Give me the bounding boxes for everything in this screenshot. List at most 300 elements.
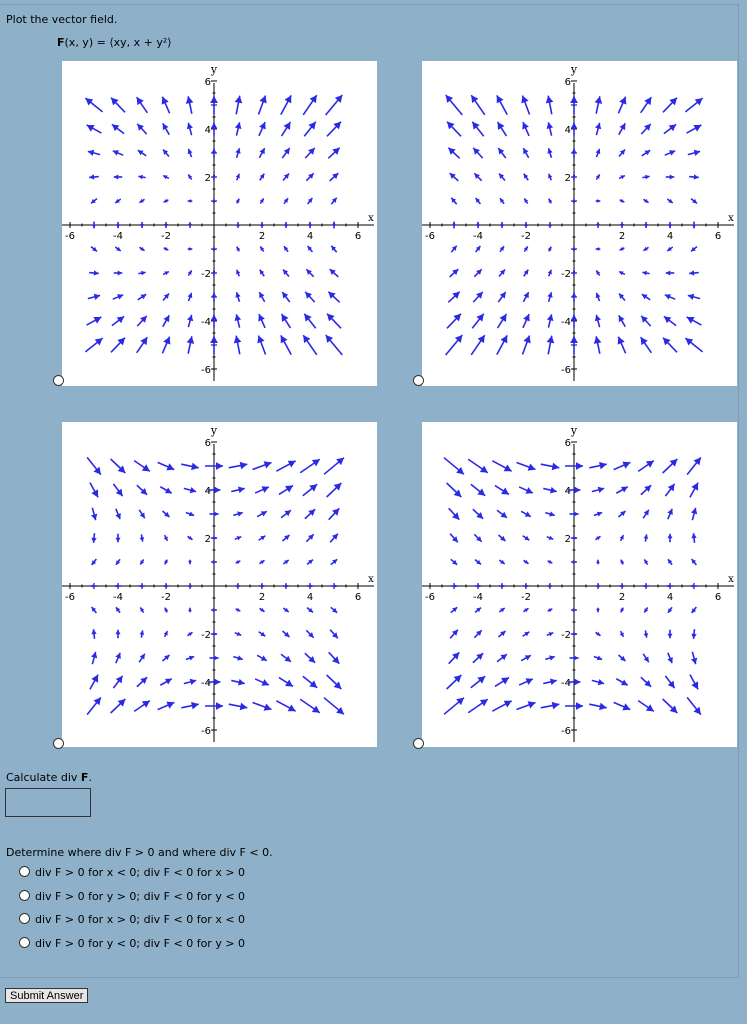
x-tick-label: 2 bbox=[618, 592, 626, 603]
field-arrow bbox=[283, 560, 288, 564]
field-arrow bbox=[165, 608, 169, 613]
field-arrow bbox=[690, 483, 698, 498]
field-arrow bbox=[212, 174, 216, 180]
field-arrow bbox=[545, 511, 554, 516]
field-arrow bbox=[541, 463, 560, 471]
field-arrow bbox=[260, 246, 264, 251]
y-tick-label: -2 bbox=[561, 269, 571, 280]
field-arrow bbox=[327, 314, 341, 329]
field-arrow bbox=[255, 679, 269, 686]
field-arrow bbox=[547, 148, 552, 157]
y-axis-label: y bbox=[570, 424, 578, 437]
field-arrow bbox=[188, 293, 193, 301]
field-arrow bbox=[184, 679, 196, 685]
field-arrow bbox=[284, 222, 288, 228]
field-arrow bbox=[642, 294, 650, 300]
field-arrow bbox=[137, 677, 147, 686]
field-arrow bbox=[229, 703, 248, 711]
field-arrow bbox=[282, 122, 291, 136]
y-tick-label: -6 bbox=[561, 365, 571, 376]
field-arrow bbox=[259, 536, 266, 540]
field-arrow bbox=[116, 222, 120, 228]
div-f-input[interactable] bbox=[5, 788, 91, 817]
field-arrow bbox=[258, 96, 266, 115]
field-arrow bbox=[589, 462, 606, 470]
y-tick-label: -4 bbox=[561, 317, 571, 328]
field-arrow bbox=[188, 174, 192, 179]
field-arrow bbox=[667, 584, 673, 588]
field-arrow bbox=[236, 608, 241, 612]
field-arrow bbox=[450, 630, 458, 639]
field-arrow bbox=[667, 509, 672, 519]
field-arrow bbox=[259, 560, 264, 564]
field-arrow bbox=[668, 222, 672, 228]
field-arrow bbox=[331, 198, 336, 204]
field-arrow bbox=[596, 247, 601, 251]
field-arrow bbox=[471, 335, 485, 355]
field-arrow bbox=[498, 122, 507, 136]
field-arrow bbox=[303, 484, 317, 496]
field-arrow bbox=[231, 679, 244, 686]
field-arrow bbox=[235, 96, 243, 115]
x-tick-label: 4 bbox=[666, 592, 674, 603]
field-arrow bbox=[282, 292, 289, 302]
field-arrow bbox=[523, 292, 528, 302]
field-arrow bbox=[283, 535, 290, 541]
field-arrow bbox=[283, 631, 290, 637]
field-arrow bbox=[326, 335, 343, 355]
field-arrow bbox=[614, 702, 631, 710]
field-arrow bbox=[616, 487, 627, 493]
field-arrow bbox=[691, 247, 697, 252]
field-arrow bbox=[641, 337, 652, 353]
field-arrow bbox=[524, 270, 528, 277]
field-arrow bbox=[687, 697, 701, 714]
field-arrow bbox=[447, 483, 462, 497]
field-arrow bbox=[621, 608, 625, 613]
field-arrow bbox=[259, 122, 266, 136]
field-arrow bbox=[519, 487, 533, 494]
field-arrow bbox=[521, 511, 531, 516]
field-arrow bbox=[137, 97, 148, 113]
field-arrow bbox=[543, 487, 556, 494]
field-arrow bbox=[164, 535, 168, 541]
field-arrow bbox=[468, 459, 488, 473]
field-arrow bbox=[523, 632, 530, 636]
field-arrow bbox=[451, 584, 458, 588]
field-arrow bbox=[500, 222, 504, 228]
field-arrow bbox=[306, 630, 313, 637]
field-arrow bbox=[165, 560, 169, 565]
field-arrow bbox=[305, 292, 314, 302]
field-arrow bbox=[89, 174, 99, 179]
field-arrow bbox=[448, 148, 459, 159]
field-arrow bbox=[592, 679, 604, 685]
field-arrow bbox=[616, 679, 627, 685]
field-arrow bbox=[212, 270, 216, 276]
x-axis-label: x bbox=[368, 574, 374, 585]
plot-a bbox=[62, 61, 377, 386]
field-arrow bbox=[259, 148, 264, 158]
field-arrow bbox=[476, 198, 481, 204]
field-arrow bbox=[260, 198, 264, 203]
field-arrow bbox=[187, 632, 192, 636]
field-arrow bbox=[306, 534, 313, 541]
field-arrow bbox=[163, 584, 168, 588]
field-arrow bbox=[139, 510, 145, 518]
field-formula: F(x, y) = ⟨xy, x + y²⟩ bbox=[57, 36, 172, 49]
field-arrow bbox=[163, 315, 169, 326]
field-arrow bbox=[279, 486, 293, 495]
field-arrow bbox=[492, 701, 511, 711]
field-arrow bbox=[687, 125, 702, 133]
field-arrow bbox=[139, 199, 144, 203]
field-arrow bbox=[257, 511, 267, 516]
field-arrow bbox=[595, 632, 600, 636]
y-axis-label: y bbox=[570, 63, 578, 76]
field-arrow bbox=[134, 461, 150, 472]
field-arrow bbox=[160, 487, 171, 493]
field-arrow bbox=[663, 338, 677, 353]
x-axis-label: x bbox=[368, 213, 374, 224]
field-arrow bbox=[452, 222, 456, 229]
field-arrow bbox=[235, 314, 242, 327]
radio-4[interactable] bbox=[19, 937, 30, 948]
field-arrow bbox=[234, 336, 242, 355]
field-arrow bbox=[596, 270, 600, 275]
field-arrow bbox=[619, 123, 625, 134]
field-arrow bbox=[330, 630, 338, 639]
field-arrow bbox=[547, 314, 554, 327]
field-arrow bbox=[111, 699, 126, 713]
field-arrow bbox=[112, 124, 124, 133]
field-arrow bbox=[260, 222, 264, 227]
field-arrow bbox=[162, 97, 170, 114]
field-arrow bbox=[284, 246, 288, 251]
field-arrow bbox=[332, 222, 336, 229]
field-arrow bbox=[620, 631, 624, 637]
field-arrow bbox=[137, 485, 147, 494]
field-arrow bbox=[500, 198, 504, 203]
field-arrow bbox=[524, 198, 528, 203]
field-arrow bbox=[618, 337, 626, 354]
field-arrow bbox=[184, 487, 196, 493]
field-arrow bbox=[497, 510, 507, 517]
field-arrow bbox=[548, 247, 552, 252]
plot-option-c-radio[interactable] bbox=[53, 738, 64, 749]
field-arrow bbox=[91, 199, 97, 204]
field-arrow bbox=[691, 533, 696, 543]
y-tick-label: 2 bbox=[204, 534, 211, 545]
field-arrow bbox=[546, 96, 554, 115]
field-arrow bbox=[305, 509, 315, 518]
field-arrow bbox=[471, 676, 485, 688]
field-arrow bbox=[450, 173, 459, 181]
x-tick-label: -4 bbox=[473, 231, 483, 242]
determine-option-2[interactable]: div F > 0 for y > 0; div F < 0 for y < 0 bbox=[19, 890, 245, 903]
field-arrow bbox=[236, 561, 241, 565]
field-arrow bbox=[283, 608, 288, 612]
y-tick-label: -2 bbox=[201, 630, 211, 641]
field-arrow bbox=[619, 584, 624, 588]
field-arrow bbox=[186, 656, 194, 661]
field-arrow bbox=[158, 702, 175, 710]
field-arrow bbox=[164, 631, 168, 637]
field-arrow bbox=[685, 338, 702, 352]
field-arrow bbox=[492, 461, 511, 471]
x-tick-label: -4 bbox=[113, 231, 123, 242]
field-arrow bbox=[283, 584, 289, 588]
field-arrow bbox=[306, 269, 313, 276]
field-arrow bbox=[300, 699, 320, 713]
field-arrow bbox=[236, 270, 240, 277]
field-arrow bbox=[444, 458, 464, 475]
field-arrow bbox=[665, 484, 674, 496]
y-tick-label: -2 bbox=[201, 269, 211, 280]
plot-option-a-radio[interactable] bbox=[53, 375, 64, 386]
field-arrow bbox=[188, 608, 192, 613]
field-arrow bbox=[523, 608, 528, 612]
field-arrow bbox=[283, 174, 289, 181]
field-arrow bbox=[448, 292, 459, 303]
field-arrow bbox=[619, 271, 625, 275]
field-arrow bbox=[620, 247, 625, 251]
field-arrow bbox=[692, 559, 697, 565]
question-prompt: Plot the vector field. bbox=[6, 13, 118, 26]
field-arrow bbox=[618, 97, 626, 114]
field-arrow bbox=[163, 271, 169, 275]
y-tick-label: 4 bbox=[564, 486, 571, 497]
field-arrow bbox=[162, 337, 170, 354]
field-arrow bbox=[594, 512, 602, 517]
field-arrow bbox=[181, 463, 198, 471]
field-arrow bbox=[300, 459, 320, 473]
field-arrow bbox=[643, 247, 648, 251]
field-arrow bbox=[447, 122, 461, 137]
field-arrow bbox=[688, 150, 700, 156]
field-arrow bbox=[667, 630, 672, 639]
field-arrow bbox=[260, 174, 264, 181]
field-arrow bbox=[139, 654, 145, 662]
field-arrow bbox=[545, 655, 554, 660]
field-arrow bbox=[91, 508, 97, 520]
field-arrow bbox=[472, 314, 484, 328]
field-arrow bbox=[594, 336, 602, 353]
field-arrow bbox=[692, 222, 696, 229]
field-arrow bbox=[547, 122, 554, 135]
field-arrow bbox=[572, 174, 576, 180]
field-arrow bbox=[114, 174, 123, 179]
y-axis-label: y bbox=[210, 63, 218, 76]
field-arrow bbox=[644, 630, 649, 637]
field-arrow bbox=[137, 316, 146, 326]
field-arrow bbox=[327, 675, 342, 689]
field-arrow bbox=[140, 559, 144, 564]
field-arrow bbox=[187, 536, 192, 540]
x-tick-label: -2 bbox=[521, 231, 531, 242]
field-arrow bbox=[664, 124, 676, 133]
field-arrow bbox=[283, 270, 289, 277]
field-arrow bbox=[140, 607, 144, 612]
x-tick-label: 2 bbox=[618, 231, 626, 242]
field-arrow bbox=[548, 560, 553, 564]
field-arrow bbox=[643, 510, 649, 518]
field-arrow bbox=[543, 679, 556, 686]
field-arrow bbox=[115, 199, 120, 203]
field-arrow bbox=[668, 559, 672, 564]
field-arrow bbox=[111, 338, 125, 353]
field-arrow bbox=[276, 461, 295, 471]
field-arrow bbox=[111, 459, 126, 473]
field-arrow bbox=[663, 459, 678, 473]
field-arrow bbox=[181, 702, 198, 710]
radio-1[interactable] bbox=[19, 866, 30, 877]
field-arrow bbox=[260, 270, 264, 277]
y-tick-label: -6 bbox=[201, 726, 211, 737]
field-arrow bbox=[644, 222, 648, 228]
field-arrow bbox=[259, 632, 266, 636]
field-arrow bbox=[474, 534, 481, 541]
field-arrow bbox=[303, 335, 317, 355]
field-arrow bbox=[685, 98, 702, 112]
field-arrow bbox=[596, 174, 600, 179]
y-tick-label: 6 bbox=[204, 438, 211, 449]
field-arrow bbox=[211, 632, 217, 636]
plot-option-b-radio[interactable] bbox=[413, 375, 424, 386]
field-arrow bbox=[307, 608, 313, 613]
field-arrow bbox=[164, 199, 169, 203]
x-tick-label: -4 bbox=[473, 592, 483, 603]
field-arrow bbox=[113, 150, 123, 155]
field-arrow bbox=[92, 222, 96, 229]
field-arrow bbox=[547, 292, 552, 301]
field-arrow bbox=[87, 457, 101, 474]
field-arrow bbox=[473, 653, 483, 662]
field-arrow bbox=[569, 511, 578, 516]
field-arrow bbox=[596, 608, 600, 613]
field-arrow bbox=[138, 175, 145, 180]
field-arrow bbox=[571, 148, 576, 157]
field-arrow bbox=[259, 608, 264, 612]
field-arrow bbox=[324, 458, 344, 475]
field-arrow bbox=[444, 698, 464, 715]
y-tick-label: -4 bbox=[201, 678, 211, 689]
y-tick-label: 6 bbox=[564, 438, 571, 449]
field-arrow bbox=[330, 173, 339, 181]
field-arrow bbox=[446, 95, 463, 115]
radio-3[interactable] bbox=[19, 913, 30, 924]
field-arrow bbox=[187, 123, 193, 135]
field-arrow bbox=[188, 149, 193, 157]
field-arrow bbox=[449, 508, 460, 519]
field-arrow bbox=[92, 607, 97, 613]
field-arrow bbox=[255, 486, 269, 493]
field-arrow bbox=[468, 699, 488, 713]
determine-option-1[interactable]: div F > 0 for x < 0; div F < 0 for x > 0 bbox=[19, 866, 245, 879]
field-arrow bbox=[666, 174, 675, 179]
field-arrow bbox=[235, 632, 242, 636]
field-arrow bbox=[571, 632, 577, 636]
y-tick-label: 4 bbox=[204, 125, 211, 136]
field-arrow bbox=[140, 630, 145, 637]
x-axis-label: x bbox=[728, 213, 734, 224]
field-arrow bbox=[523, 314, 530, 328]
field-arrow bbox=[667, 653, 672, 663]
field-arrow bbox=[163, 123, 169, 134]
field-arrow bbox=[308, 246, 313, 252]
field-arrow bbox=[595, 315, 601, 327]
determine-option-3[interactable]: div F > 0 for x > 0; div F < 0 for x < 0 bbox=[19, 913, 245, 926]
field-arrow bbox=[329, 508, 340, 519]
field-arrow bbox=[235, 148, 240, 157]
field-arrow bbox=[140, 222, 144, 228]
field-arrow bbox=[667, 247, 672, 251]
field-arrow bbox=[667, 199, 672, 203]
x-tick-label: 2 bbox=[258, 231, 266, 242]
radio-2[interactable] bbox=[19, 890, 30, 901]
field-arrow bbox=[281, 654, 291, 661]
field-arrow bbox=[139, 247, 144, 251]
field-arrow bbox=[522, 336, 530, 355]
x-tick-label: 4 bbox=[666, 231, 674, 242]
field-arrow bbox=[644, 559, 648, 564]
field-arrow bbox=[186, 512, 194, 517]
field-arrow bbox=[476, 246, 481, 252]
x-tick-label: -6 bbox=[65, 592, 75, 603]
field-arrow bbox=[209, 655, 218, 660]
field-arrow bbox=[541, 702, 560, 710]
x-tick-label: 2 bbox=[258, 592, 266, 603]
determine-option-4[interactable]: div F > 0 for y < 0; div F < 0 for y > 0 bbox=[19, 937, 245, 950]
field-arrow bbox=[188, 247, 193, 251]
y-tick-label: -6 bbox=[561, 726, 571, 737]
field-arrow bbox=[619, 655, 626, 661]
field-arrow bbox=[548, 270, 552, 277]
field-arrow bbox=[451, 607, 457, 612]
field-arrow bbox=[138, 150, 146, 156]
field-arrow bbox=[521, 96, 529, 115]
field-arrow bbox=[236, 199, 240, 204]
field-arrow bbox=[163, 511, 170, 517]
plot-option-d-radio[interactable] bbox=[413, 738, 424, 749]
x-tick-label: -2 bbox=[161, 592, 171, 603]
y-tick-label: 4 bbox=[204, 486, 211, 497]
field-arrow bbox=[137, 124, 146, 134]
field-arrow bbox=[499, 631, 506, 637]
field-arrow bbox=[328, 292, 339, 303]
field-arrow bbox=[474, 173, 481, 180]
field-arrow bbox=[642, 175, 649, 180]
field-arrow bbox=[500, 246, 504, 251]
field-arrow bbox=[498, 314, 507, 328]
field-arrow bbox=[594, 656, 602, 661]
field-arrow bbox=[497, 654, 507, 661]
field-arrow bbox=[523, 560, 528, 564]
field-arrow bbox=[596, 560, 600, 565]
field-arrow bbox=[328, 148, 339, 159]
field-arrow bbox=[663, 98, 677, 113]
field-arrow bbox=[307, 584, 313, 588]
field-arrow bbox=[614, 462, 631, 470]
field-arrow bbox=[638, 701, 654, 712]
field-arrow bbox=[164, 247, 169, 251]
field-arrow bbox=[211, 148, 216, 157]
field-arrow bbox=[85, 98, 102, 112]
submit-answer-button[interactable]: Submit Answer bbox=[5, 988, 88, 1003]
field-arrow bbox=[691, 199, 697, 204]
field-arrow bbox=[472, 122, 484, 136]
field-arrow bbox=[281, 95, 291, 114]
